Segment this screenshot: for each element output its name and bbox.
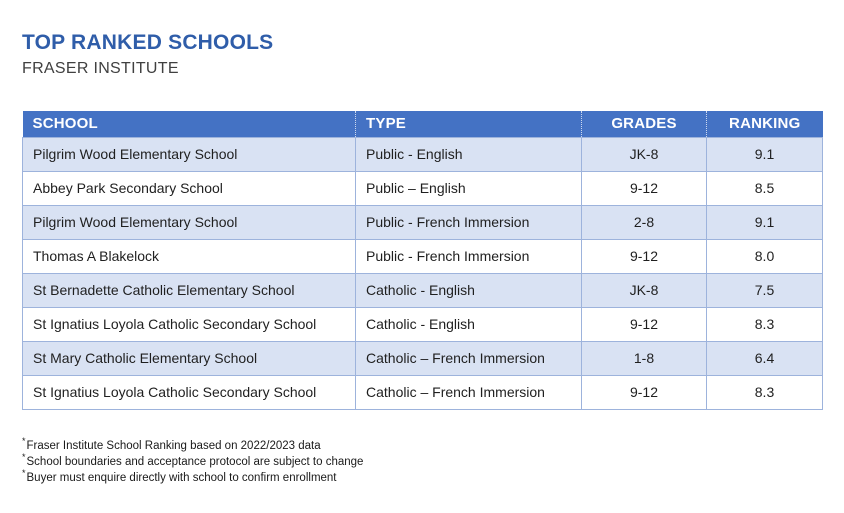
table-row [23,171,823,205]
grades-cell: 2-8 [582,205,707,239]
grades-cell: 9-12 [582,171,707,205]
footnote-marker: * [22,468,26,479]
page-subtitle: FRASER INSTITUTE [22,60,179,77]
ranking-cell: 8.3 [707,375,823,409]
grades-cell: JK-8 [582,137,707,171]
type-cell: Public - French Immersion [356,239,582,273]
table-row [23,307,823,341]
type-cell: Catholic - English [356,307,582,341]
table-header-row [23,111,823,137]
ranking-cell: 8.0 [707,239,823,273]
ranking-cell: 7.5 [707,273,823,307]
ranking-cell: 6.4 [707,341,823,375]
footnote-text: Buyer must enquire directly with school to confirm enrollment [26,472,337,484]
page-title: TOP RANKED SCHOOLS [22,31,274,54]
footnote-line [22,438,363,454]
column-header-type: TYPE [356,111,582,137]
footnotes [22,438,363,486]
table-row [23,273,823,307]
school-cell: St Bernadette Catholic Elementary School [23,273,356,307]
type-cell: Public - English [356,137,582,171]
type-cell: Catholic - English [356,273,582,307]
table-row [23,375,823,409]
table-row [23,137,823,171]
grades-cell: 9-12 [582,375,707,409]
schools-table [22,111,823,410]
footnote-marker: * [22,436,26,447]
grades-cell: JK-8 [582,273,707,307]
ranking-cell: 8.3 [707,307,823,341]
footnote-line [22,454,363,470]
table-row [23,205,823,239]
footnote-marker: * [22,452,26,463]
type-cell: Catholic – French Immersion [356,341,582,375]
column-header-school: SCHOOL [23,111,356,137]
ranking-cell: 9.1 [707,137,823,171]
school-cell: St Ignatius Loyola Catholic Secondary School [23,307,356,341]
footnote-text: School boundaries and acceptance protocol are subject to change [26,456,364,468]
school-cell: St Mary Catholic Elementary School [23,341,356,375]
ranking-cell: 8.5 [707,171,823,205]
school-cell: St Ignatius Loyola Catholic Secondary School [23,375,356,409]
column-header-ranking: RANKING [707,111,823,137]
footnote-line [22,470,363,486]
footnote-text: Fraser Institute School Ranking based on 2022/2023 data [26,440,321,452]
type-cell: Public – English [356,171,582,205]
grades-cell: 9-12 [582,307,707,341]
table-row [23,341,823,375]
column-header-grades: GRADES [582,111,707,137]
grades-cell: 1-8 [582,341,707,375]
school-cell: Pilgrim Wood Elementary School [23,137,356,171]
school-cell: Thomas A Blakelock [23,239,356,273]
school-cell: Abbey Park Secondary School [23,171,356,205]
table-row [23,239,823,273]
ranking-cell: 9.1 [707,205,823,239]
type-cell: Public - French Immersion [356,205,582,239]
school-cell: Pilgrim Wood Elementary School [23,205,356,239]
type-cell: Catholic – French Immersion [356,375,582,409]
grades-cell: 9-12 [582,239,707,273]
